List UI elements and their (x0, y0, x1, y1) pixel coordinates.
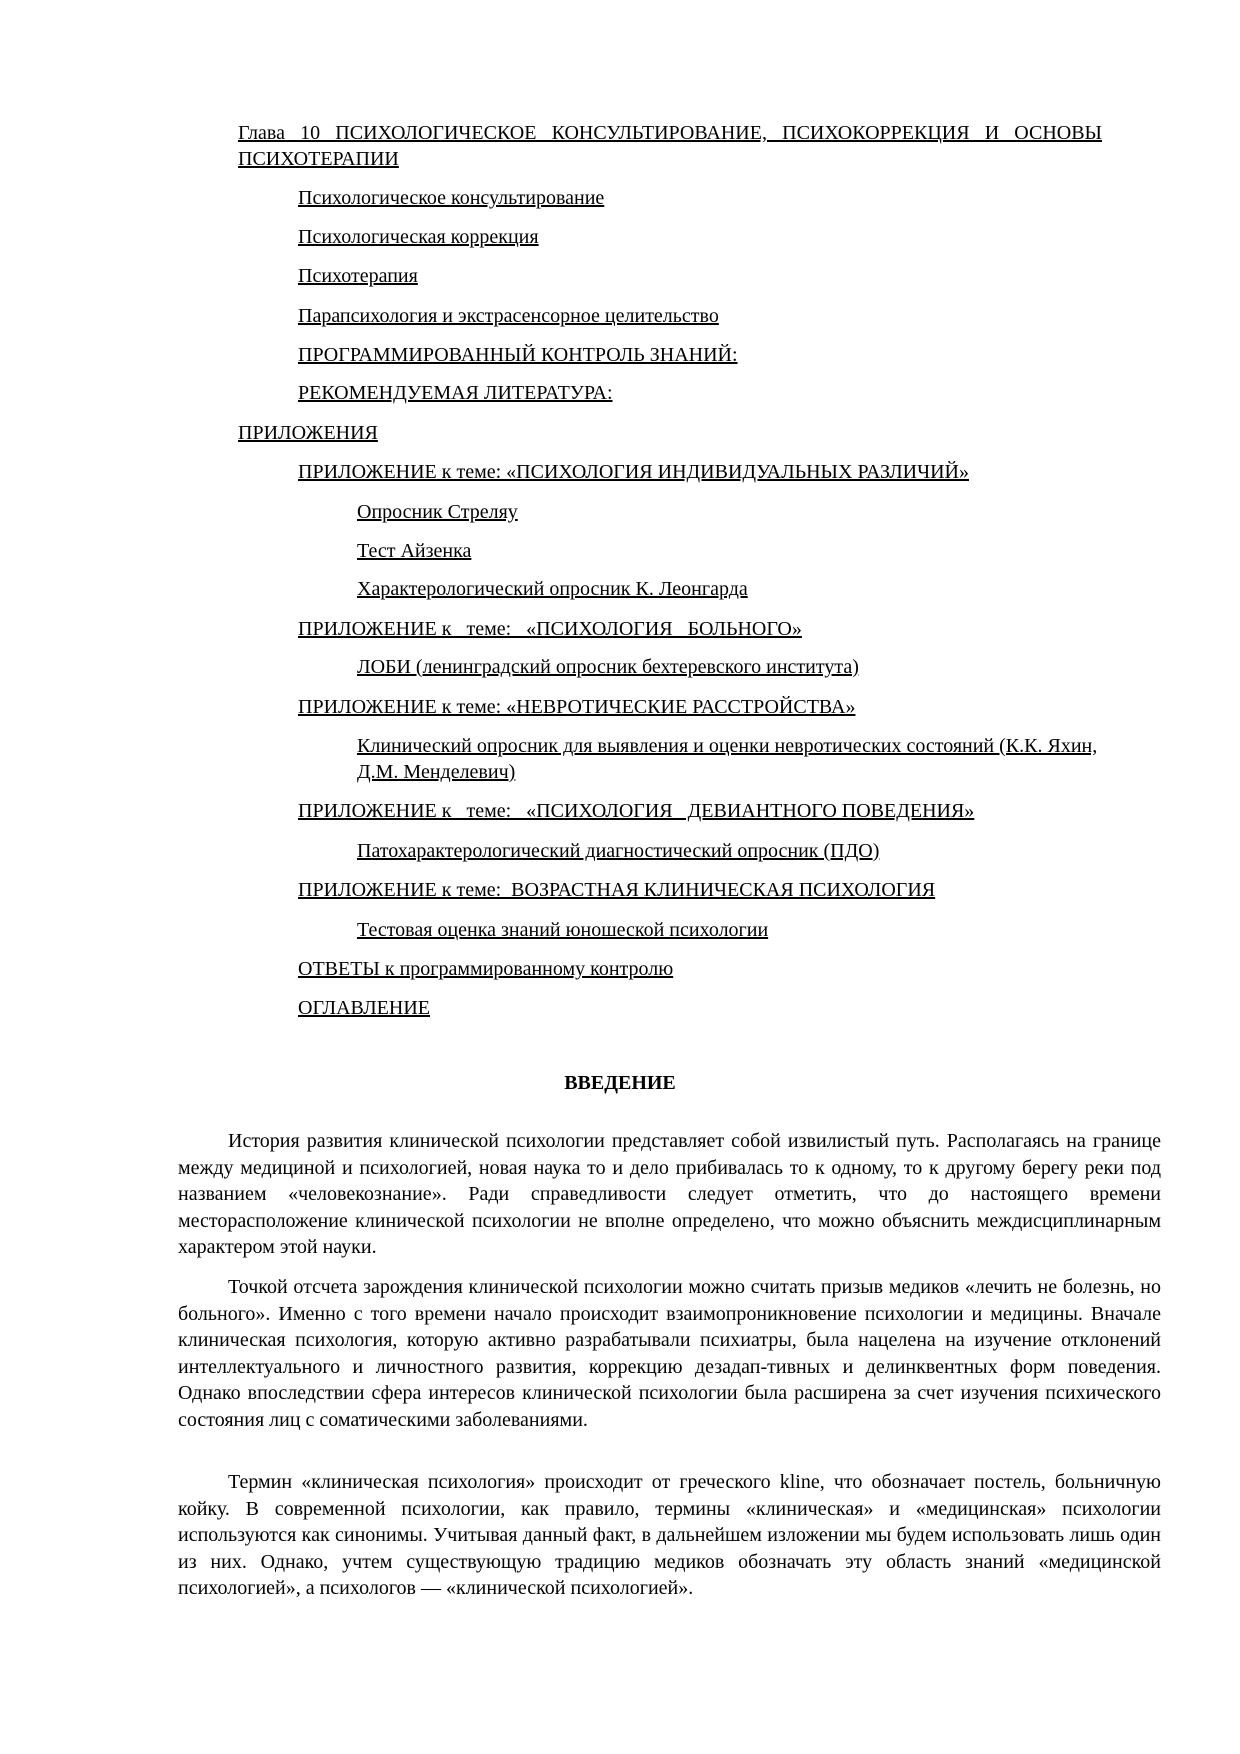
toc-link[interactable]: ОТВЕТЫ к программированному контролю (298, 958, 674, 980)
toc-link[interactable]: РЕКОМЕНДУЕМАЯ ЛИТЕРАТУРА: (298, 382, 613, 404)
body-paragraph: Точкой отсчета зарождения клинической психологии можно считать призыв медиков «лечить не болезнь, но больного». Именно с того времени начало происходит взаимопроникновение психологии и медицины. Вначале клиническая психология, которую активно разрабатывали психиатры, была нацелена на изучение отклонений интеллектуального и личностного развития, коррекцию дезадап-тивных и делинквентных форм поведения. Однако впоследствии сфера интересов клинической психологии была расширена за счет изучения психического состояния лиц с соматическими заболеваниями. (178, 1276, 1161, 1431)
body-paragraph: История развития клинической психологии представляет собой извилистый путь. Располагаясь на границе между медициной и психологией, новая наука то и дело прибивалась то к одному, то к другому берегу реки под названием «человекознание». Ради справедливости следует отметить, что до настоящего времени месторасположение клинической психологии не вполне определено, что можно объяснить междисциплинарным характером этой науки. (178, 1130, 1161, 1258)
toc-link[interactable]: Опросник Стреляу (357, 501, 518, 523)
toc-link[interactable]: Парапсихология и экстрасенсорное целительство (298, 305, 719, 327)
toc-link[interactable]: Характерологический опросник К. Леонгарда (357, 578, 748, 600)
section-title: ВВЕДЕНИЕ (564, 1072, 676, 1094)
toc-link[interactable]: Патохарактерологический диагностический опросник (ПДО) (357, 840, 880, 862)
toc-link[interactable]: ОГЛАВЛЕНИЕ (298, 997, 430, 1019)
toc-link-chapter-10[interactable]: Глава 10 ПСИХОЛОГИЧЕСКОЕ КОНСУЛЬТИРОВАНИЕ, ПСИХОКОРРЕКЦИЯ И ОСНОВЫ ПСИХОТЕРАПИИ (238, 122, 1102, 170)
toc-link[interactable]: Тестовая оценка знаний юношеской психологии (357, 919, 769, 941)
toc-link[interactable]: ПРИЛОЖЕНИЕ к теме: «ПСИХОЛОГИЯ ИНДИВИДУАЛЬНЫХ РАЗЛИЧИЙ» (298, 461, 969, 483)
toc-link[interactable]: ЛОБИ (ленинградский опросник бехтеревского института) (357, 656, 859, 678)
body-paragraph: Термин «клиническая психология» происходит от греческого kline, что обозначает постель, больничную койку. В современной психологии, как правило, термины «клиническая» и «медицинская» психологии используются как синонимы. Учитывая данный факт, в дальнейшем изложении мы будем использовать лишь один из них. Однако, учтем существующую традицию медиков обозначать эту область знаний «медицинской психологией», а психологов — «клинической психологией». (178, 1471, 1161, 1599)
toc-link[interactable]: Психологическое консультирование (298, 187, 605, 209)
toc-link[interactable]: Тест Айзенка (357, 540, 472, 562)
toc-link-appendices[interactable]: ПРИЛОЖЕНИЯ (238, 422, 378, 444)
toc-link[interactable]: ПРИЛОЖЕНИЕ к теме: ВОЗРАСТНАЯ КЛИНИЧЕСКАЯ ПСИХОЛОГИЯ (298, 879, 936, 901)
toc-link[interactable]: ПРИЛОЖЕНИЕ к теме: «ПСИХОЛОГИЯ БОЛЬНОГО» (298, 618, 802, 640)
toc-link[interactable]: Психологическая коррекция (298, 226, 539, 248)
toc-link[interactable]: ПРИЛОЖЕНИЕ к теме: «ПСИХОЛОГИЯ ДЕВИАНТНОГО ПОВЕДЕНИЯ» (298, 800, 975, 822)
toc-link[interactable]: ПРИЛОЖЕНИЕ к теме: «НЕВРОТИЧЕСКИЕ РАССТРОЙСТВА» (298, 696, 856, 718)
toc-link[interactable]: Психотерапия (298, 265, 418, 287)
toc-link[interactable]: ПРОГРАММИРОВАННЫЙ КОНТРОЛЬ ЗНАНИЙ: (298, 344, 738, 366)
toc-link[interactable]: Клинический опросник для выявления и оценки невротических состояний (К.К. Яхин, Д.М. Менделевич) (357, 735, 1098, 783)
